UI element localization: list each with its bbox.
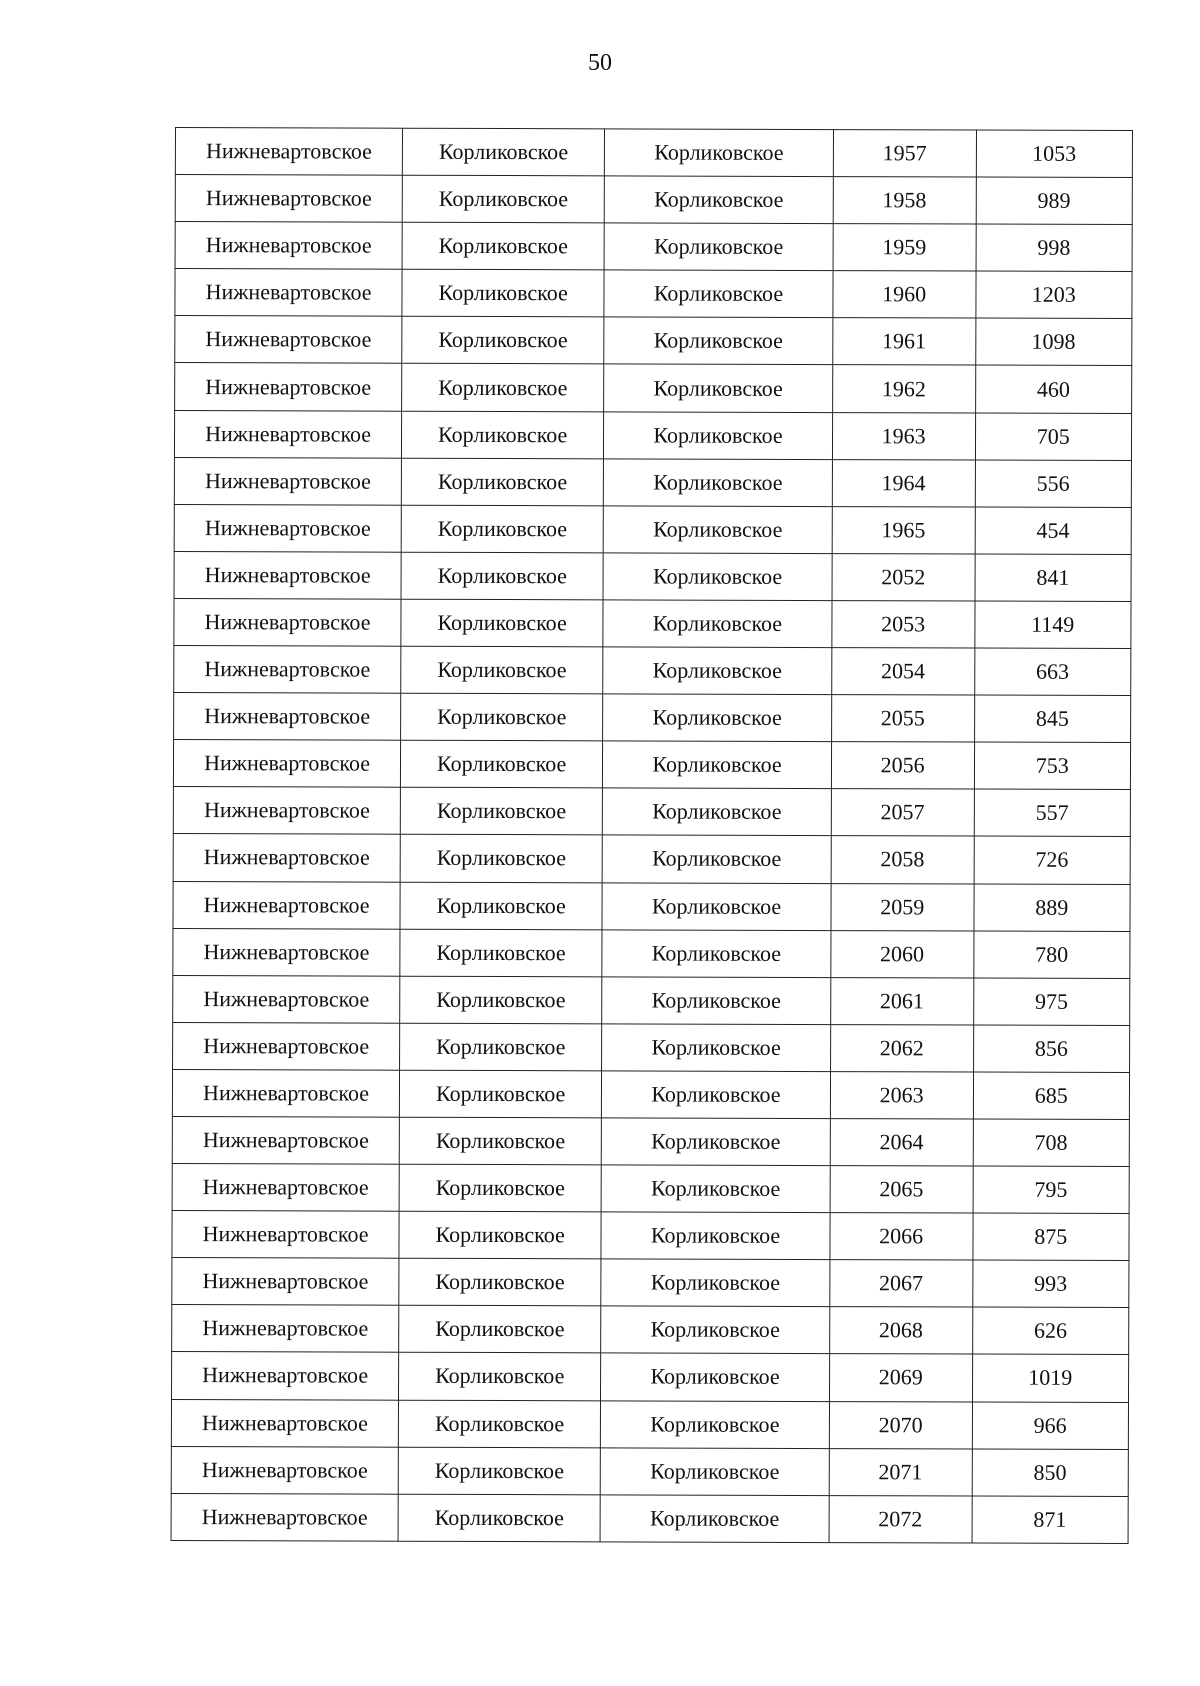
region-cell: Нижневартовское (175, 222, 402, 270)
region-cell: Нижневартовское (172, 1305, 399, 1353)
deposit-cell: Корликовское (602, 1024, 831, 1072)
region-cell: Нижневартовское (172, 1258, 399, 1306)
value-cell: 460 (975, 365, 1132, 413)
value-cell: 726 (974, 836, 1131, 884)
table-row (174, 551, 1131, 601)
field-cell: Корликовское (400, 1023, 602, 1071)
well-number-cell: 2071 (829, 1448, 972, 1496)
field-cell: Корликовское (398, 1447, 600, 1495)
table-row (175, 269, 1132, 319)
deposit-cell: Корликовское (601, 1353, 830, 1401)
region-cell: Нижневартовское (175, 363, 402, 411)
deposit-cell: Корликовское (602, 977, 831, 1025)
well-number-cell: 2060 (831, 930, 974, 978)
table-row (172, 1305, 1129, 1355)
well-number-cell: 2053 (832, 601, 975, 649)
deposit-cell: Корликовское (601, 1212, 830, 1260)
deposit-cell: Корликовское (600, 1447, 829, 1495)
table-body (171, 128, 1132, 1544)
deposit-cell: Корликовское (602, 1071, 831, 1119)
field-cell: Корликовское (399, 1258, 601, 1306)
value-cell: 556 (975, 460, 1132, 508)
table-row (174, 410, 1131, 460)
field-cell: Корликовское (402, 411, 604, 459)
value-cell: 856 (973, 1025, 1130, 1073)
field-cell: Корликовское (400, 788, 602, 836)
table-row (173, 834, 1130, 884)
region-cell: Нижневартовское (171, 1493, 398, 1541)
field-cell: Корликовское (402, 222, 604, 270)
deposit-cell: Корликовское (603, 647, 832, 695)
value-cell: 557 (974, 789, 1131, 837)
deposit-cell: Корликовское (602, 929, 831, 977)
value-cell: 993 (972, 1260, 1129, 1308)
table-row (175, 175, 1132, 225)
well-number-cell: 2061 (831, 977, 974, 1025)
table-row (174, 646, 1131, 696)
deposit-cell: Корликовское (604, 364, 833, 412)
deposit-cell: Корликовское (601, 1259, 830, 1307)
value-cell: 875 (972, 1213, 1129, 1261)
value-cell: 795 (973, 1166, 1130, 1214)
region-cell: Нижневартовское (174, 551, 401, 599)
field-cell: Корликовское (399, 1164, 601, 1212)
region-cell: Нижневартовское (172, 1069, 399, 1117)
field-cell: Корликовское (400, 976, 602, 1024)
deposit-cell: Корликовское (603, 694, 832, 742)
field-cell: Корликовское (401, 505, 603, 553)
well-number-cell: 2059 (831, 883, 974, 931)
table-row (173, 740, 1130, 790)
deposit-cell: Корликовское (602, 835, 831, 883)
data-table (171, 127, 1133, 1544)
well-number-cell: 2054 (832, 648, 975, 696)
region-cell: Нижневартовское (175, 128, 402, 176)
field-cell: Корликовское (400, 929, 602, 977)
well-number-cell: 1957 (833, 130, 976, 178)
well-number-cell: 2064 (830, 1119, 973, 1167)
field-cell: Корликовское (401, 599, 603, 647)
well-number-cell: 2072 (829, 1495, 972, 1543)
region-cell: Нижневартовское (172, 1211, 399, 1259)
value-cell: 663 (974, 648, 1131, 696)
well-number-cell: 1962 (832, 365, 975, 413)
well-number-cell: 2057 (831, 789, 974, 837)
value-cell: 1098 (975, 318, 1132, 366)
region-cell: Нижневартовское (172, 1116, 399, 1164)
well-number-cell: 1961 (833, 318, 976, 366)
field-cell: Корликовское (399, 1306, 601, 1354)
well-number-cell: 2056 (831, 742, 974, 790)
region-cell: Нижневартовское (174, 504, 401, 552)
value-cell: 780 (973, 931, 1130, 979)
region-cell: Нижневартовское (175, 316, 402, 364)
region-cell: Нижневартовское (172, 1164, 399, 1212)
table-row (174, 457, 1131, 507)
well-number-cell: 1958 (833, 177, 976, 225)
deposit-cell: Корликовское (604, 223, 833, 271)
deposit-cell: Корликовское (604, 411, 833, 459)
region-cell: Нижневартовское (171, 1446, 398, 1494)
table-row (172, 1352, 1129, 1402)
well-number-cell: 2069 (829, 1354, 972, 1402)
table-row (175, 222, 1132, 272)
value-cell: 841 (975, 554, 1132, 602)
value-cell: 989 (976, 177, 1133, 225)
region-cell: Нижневартовское (172, 1352, 399, 1400)
deposit-cell: Корликовское (601, 1165, 830, 1213)
well-number-cell: 2067 (830, 1260, 973, 1308)
well-number-cell: 2068 (829, 1307, 972, 1355)
value-cell: 626 (972, 1307, 1129, 1355)
region-cell: Нижневартовское (174, 457, 401, 505)
region-cell: Нижневартовское (174, 646, 401, 694)
table-row (174, 693, 1131, 743)
field-cell: Корликовское (401, 646, 603, 694)
table-row (171, 1446, 1128, 1496)
value-cell: 998 (976, 224, 1133, 272)
deposit-cell: Корликовское (601, 1306, 830, 1354)
region-cell: Нижневартовское (174, 598, 401, 646)
table-row (172, 1069, 1129, 1119)
deposit-cell: Корликовское (603, 741, 832, 789)
region-cell: Нижневартовское (173, 928, 400, 976)
well-number-cell: 2062 (830, 1024, 973, 1072)
field-cell: Корликовское (399, 1117, 601, 1165)
field-cell: Корликовское (403, 128, 605, 176)
field-cell: Корликовское (401, 740, 603, 788)
table-row (172, 1116, 1129, 1166)
table-row (173, 1022, 1130, 1072)
field-cell: Корликовское (400, 835, 602, 883)
table-row (171, 1493, 1128, 1543)
value-cell: 1019 (972, 1354, 1129, 1402)
field-cell: Корликовское (399, 1353, 601, 1401)
well-number-cell: 1959 (833, 224, 976, 272)
value-cell: 845 (974, 695, 1131, 743)
well-number-cell: 2055 (831, 695, 974, 743)
deposit-cell: Корликовское (602, 788, 831, 836)
value-cell: 705 (975, 413, 1132, 461)
well-number-cell: 1960 (833, 271, 976, 319)
region-cell: Нижневартовское (175, 269, 402, 317)
field-cell: Корликовское (402, 317, 604, 365)
page-number: 50 (588, 50, 612, 76)
region-cell: Нижневартовское (174, 693, 401, 741)
region-cell: Нижневартовское (173, 975, 400, 1023)
well-number-cell: 2058 (831, 836, 974, 884)
deposit-cell: Корликовское (604, 459, 833, 507)
deposit-cell: Корликовское (604, 317, 833, 365)
deposit-cell: Корликовское (602, 882, 831, 930)
well-number-cell: 2066 (830, 1213, 973, 1261)
region-cell: Нижневартовское (173, 881, 400, 929)
value-cell: 708 (973, 1119, 1130, 1167)
value-cell: 975 (973, 978, 1130, 1026)
well-number-cell: 2070 (829, 1401, 972, 1449)
field-cell: Корликовское (400, 882, 602, 930)
region-cell: Нижневартовское (173, 740, 400, 788)
field-cell: Корликовское (399, 1211, 601, 1259)
value-cell: 1053 (976, 130, 1133, 178)
table-row (173, 975, 1130, 1025)
table-row (173, 881, 1130, 931)
deposit-cell: Корликовское (603, 506, 832, 554)
field-cell: Корликовское (399, 1400, 601, 1448)
field-cell: Корликовское (401, 458, 603, 506)
field-cell: Корликовское (401, 693, 603, 741)
value-cell: 685 (973, 1072, 1130, 1120)
well-number-cell: 2063 (830, 1071, 973, 1119)
table-row (171, 1399, 1128, 1449)
value-cell: 454 (975, 507, 1132, 555)
table-row (173, 787, 1130, 837)
value-cell: 753 (974, 742, 1131, 790)
region-cell: Нижневартовское (171, 1399, 398, 1447)
deposit-cell: Корликовское (604, 270, 833, 318)
table-row (172, 1258, 1129, 1308)
value-cell: 850 (972, 1449, 1129, 1497)
table-row (173, 928, 1130, 978)
field-cell: Корликовское (401, 552, 603, 600)
field-cell: Корликовское (402, 175, 604, 223)
table-row (172, 1211, 1129, 1261)
table-row (175, 363, 1132, 413)
deposit-cell: Корликовское (600, 1495, 829, 1543)
well-number-cell: 2065 (830, 1166, 973, 1214)
region-cell: Нижневартовское (173, 787, 400, 835)
region-cell: Нижневартовское (175, 175, 402, 223)
value-cell: 966 (972, 1402, 1129, 1450)
table-row (174, 598, 1131, 648)
field-cell: Корликовское (398, 1494, 600, 1542)
table-row (175, 128, 1132, 178)
field-cell: Корликовское (400, 1070, 602, 1118)
region-cell: Нижневартовское (174, 410, 401, 458)
deposit-cell: Корликовское (601, 1118, 830, 1166)
value-cell: 1203 (975, 271, 1132, 319)
data-table-container (171, 127, 1133, 1544)
deposit-cell: Корликовское (601, 1400, 830, 1448)
table-row (174, 504, 1131, 554)
field-cell: Корликовское (402, 364, 604, 412)
value-cell: 871 (972, 1496, 1129, 1544)
well-number-cell: 1964 (832, 459, 975, 507)
deposit-cell: Корликовское (603, 553, 832, 601)
well-number-cell: 1963 (832, 412, 975, 460)
region-cell: Нижневартовское (173, 834, 400, 882)
well-number-cell: 1965 (832, 506, 975, 554)
table-row (172, 1164, 1129, 1214)
region-cell: Нижневартовское (173, 1022, 400, 1070)
field-cell: Корликовское (402, 269, 604, 317)
deposit-cell: Корликовское (603, 600, 832, 648)
well-number-cell: 2052 (832, 553, 975, 601)
table-row (175, 316, 1132, 366)
deposit-cell: Корликовское (605, 129, 834, 177)
deposit-cell: Корликовское (604, 176, 833, 224)
value-cell: 889 (973, 884, 1130, 932)
value-cell: 1149 (974, 601, 1131, 649)
